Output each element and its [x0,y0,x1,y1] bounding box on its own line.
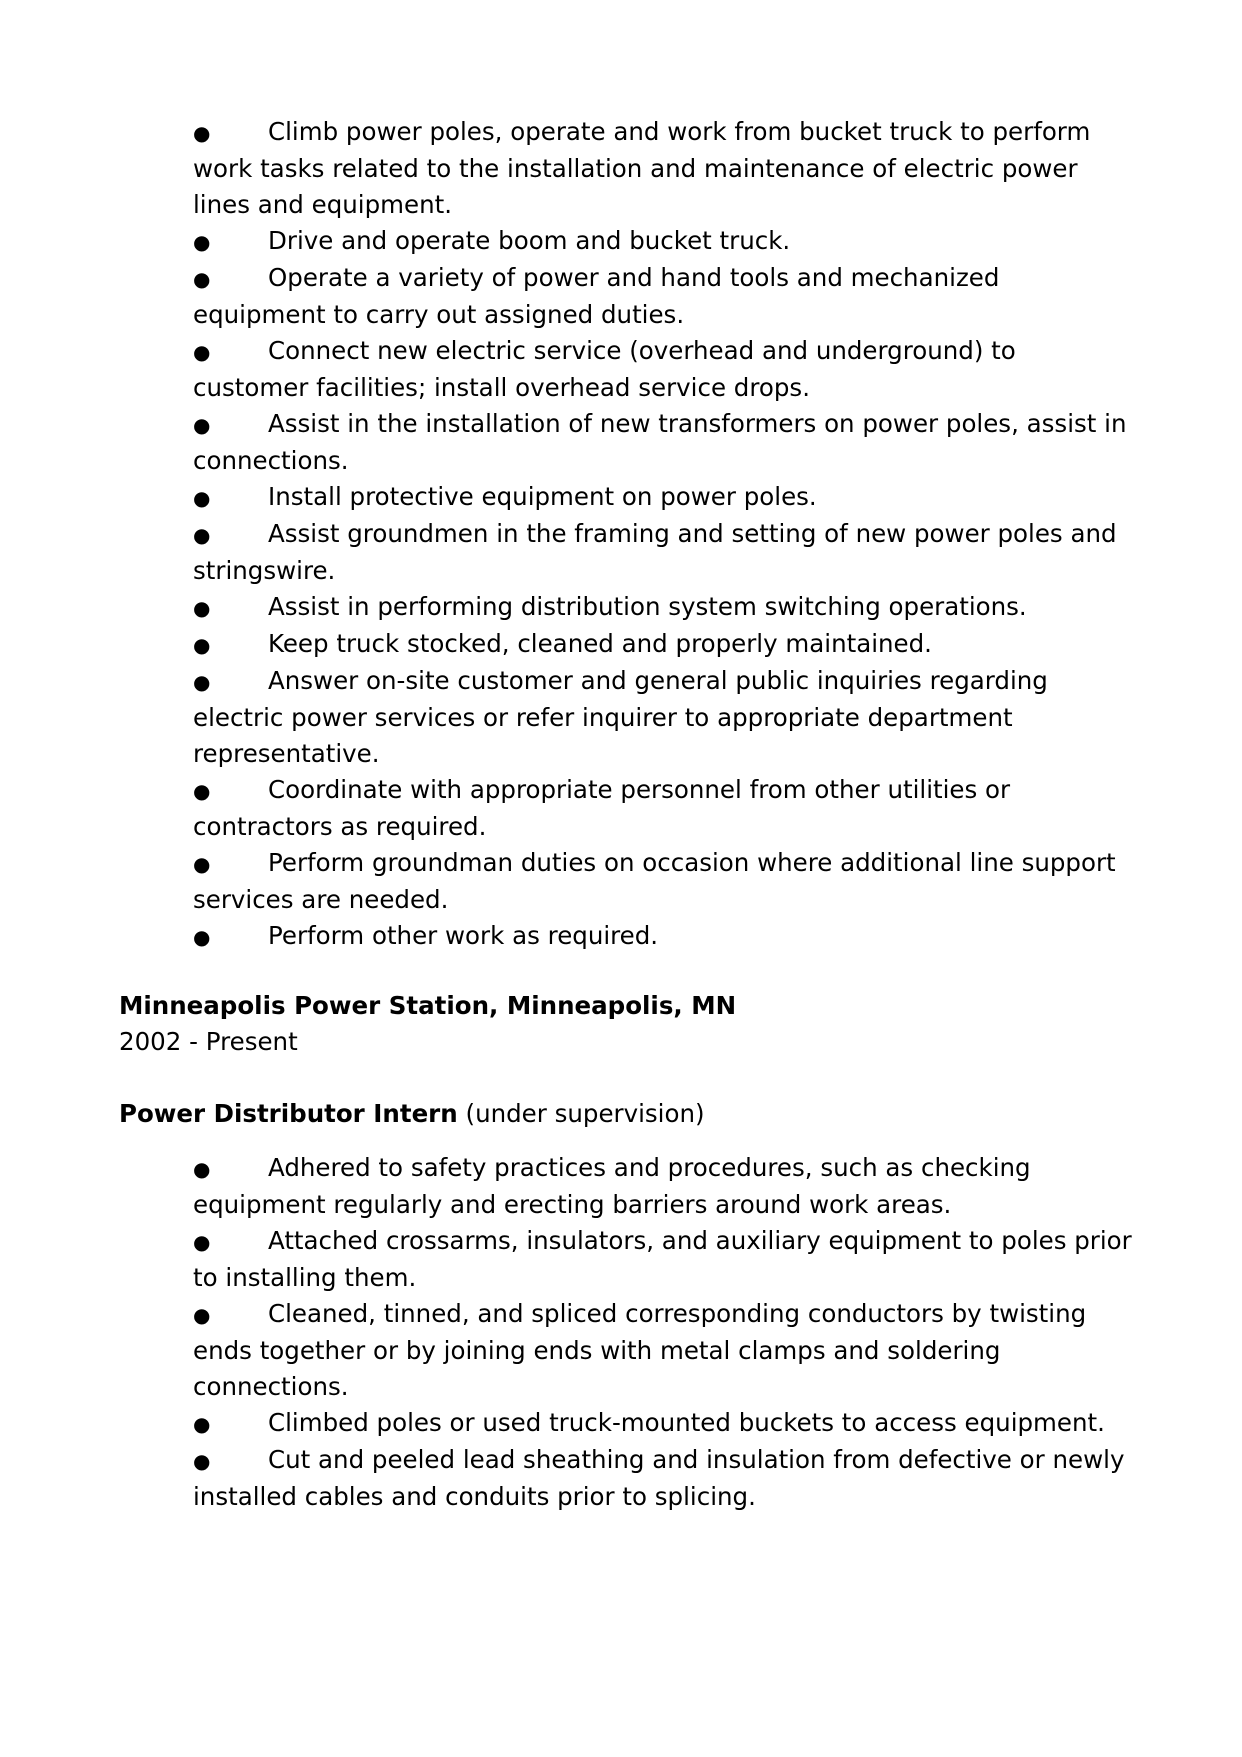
bullet-icon: ● [193,925,211,949]
job-title-note: (under supervision) [457,1099,705,1128]
bullet-icon: ● [193,779,211,803]
list-item: ● Connect new electric service (overhead and underground) to customer facilities; install overhead service drops. [193,336,1016,402]
list-item: ● Coordinate with appropriate personnel from other utilities or contractors as required. [193,775,1011,841]
list-item: ● Assist in the installation of new transformers on power poles, assist in connections. [193,409,1127,475]
bullet-icon: ● [193,1412,211,1436]
list-item: ● Assist in performing distribution system switching operations. [193,589,1133,626]
bullet-icon: ● [193,1230,211,1254]
list-item: ● Adhered to safety practices and procedures, such as checking equipment regularly and erecting barriers around work areas. [193,1153,1031,1219]
bullet-icon: ● [193,633,211,657]
job-title: Power Distributor Intern [119,1099,458,1128]
list-item: ● Climbed poles or used truck-mounted buckets to access equipment. [193,1405,1133,1442]
bullet-icon: ● [193,486,211,510]
bullet-icon: ● [193,267,211,291]
bullet-icon: ● [193,413,211,437]
bullet-icon: ● [193,1303,211,1327]
bullet-icon: ● [193,1157,211,1181]
list-item: ● Drive and operate boom and bucket truck. [193,223,1133,260]
bullet-icon: ● [193,852,211,876]
list-item: ● Keep truck stocked, cleaned and properly maintained. [193,626,1133,663]
duties-list [193,114,1133,955]
list-item: ● Answer on-site customer and general public inquiries regarding electric power services or refer inquirer to appropriate department representative. [193,666,1048,768]
employment-dates: 2002 - Present [119,1027,298,1056]
list-item: ● Attached crossarms, insulators, and auxiliary equipment to poles prior to installing them. [193,1226,1132,1292]
list-item: ● Cut and peeled lead sheathing and insulation from defective or newly installed cables and conduits prior to splicing. [193,1445,1125,1511]
company-heading: Minneapolis Power Station, Minneapolis, MN [119,991,737,1020]
list-item: ● Perform other work as required. [193,918,1133,955]
list-item: ● Perform groundman duties on occasion where additional line support services are needed. [193,848,1116,914]
list-item: ● Operate a variety of power and hand tools and mechanized equipment to carry out assigned duties. [193,263,1000,329]
list-item: ● Install protective equipment on power poles. [193,479,1133,516]
job-title-line [119,1096,705,1132]
bullet-icon: ● [193,523,211,547]
bullet-icon: ● [193,670,211,694]
bullet-icon: ● [193,121,211,145]
bullet-icon: ● [193,596,211,620]
bullet-icon: ● [193,340,211,364]
bullet-icon: ● [193,1449,211,1473]
list-item: ● Cleaned, tinned, and spliced corresponding conductors by twisting ends together or by joining ends with metal clamps and soldering connections. [193,1299,1087,1401]
list-item: ● Climb power poles, operate and work from bucket truck to perform work tasks related to the installation and maintenance of electric power lines and equipment. [193,117,1091,219]
bullet-icon: ● [193,230,211,254]
list-item: ● Assist groundmen in the framing and setting of new power poles and stringswire. [193,519,1117,585]
intern-duties-list [193,1150,1133,1515]
